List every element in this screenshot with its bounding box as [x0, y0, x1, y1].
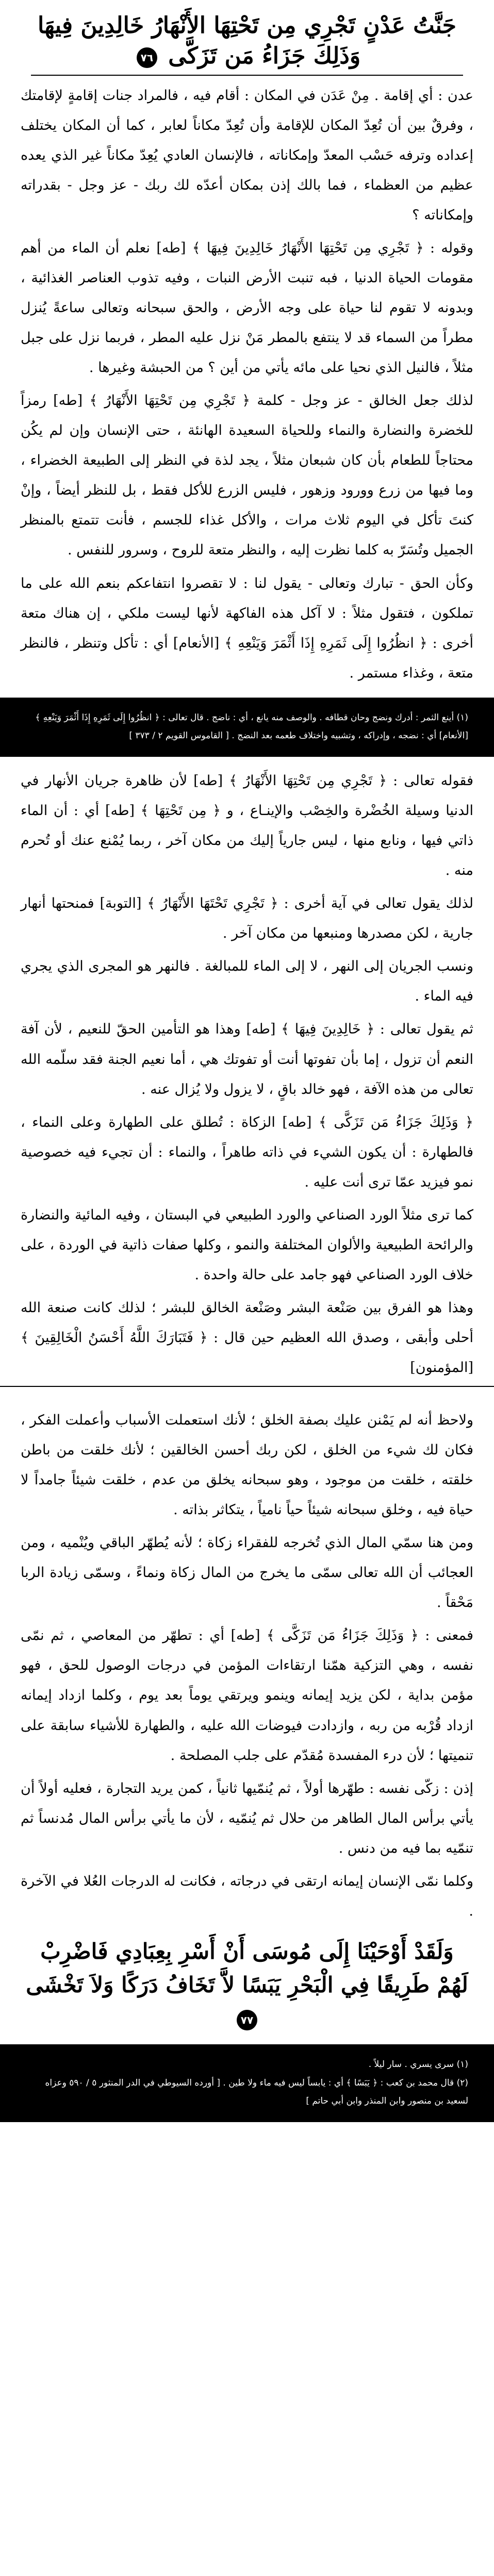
footnotes-block [0, 698, 494, 757]
paragraph-11: وهذا هو الفرق بين صَنْعة البشر وصَنْعة الخالق للبشر ؛ لذلك كانت صنعة الله أحلى وأبقى ، وصدق الله العظيم حين قال : ﴿ فَتَبَارَكَ اللَّهُ أَحْسَنُ الْخَالِقِينَ ﴾ [المؤمنون] [21, 1299, 473, 1376]
paragraph-1: عدن : أي إقامة . مِنْ عَدَن في المكان : أقام فيه ، فالمراد جنات إقامةٍ لإقامتك ، وفرقٌ بين أن تُعِدّ المكان للإقامة وأن تُعِدّ مكاناً لعابر ، كما أن المكان يختلف إعداده وترفه حَسْب المعدّ وإمكاناته ، فالإنسان العادي يُعِدّ مكاناً غير الذي يعده عظيم من العظماء ، فما بالك إذن بمكان أعدّه لك ربك - عز وجل - بقدراته وإمكاناته ؟ [21, 87, 473, 223]
paragraph-4: وكأن الحق - تبارك وتعالى - يقول لنا : لا تقصروا انتفاعكم بنعم الله على ما تملكون ، فتقول مثلاً : لا آكل هذه الفاكهة لأنها ليست ملكي ، إن هناك متعة أخرى : ﴿ انظُرُوا إِلَى ثَمَرِهِ إِذَا أَثْمَرَ وَيَنْعِهِ ﴾ [الأنعام] أي : تأكل وتنظر ، فالنظر متعة ، وغذاء مستمر . [21, 575, 473, 681]
footnotes-block-2 [0, 2044, 494, 2122]
banner-verse-text: جَنَّتُ عَدْنٍ تَجْرِي مِن تَحْتِهَا الأَنْهَارُ خَالِدِينَ فِيهَا وَذَلِكَ جَزَاءُ مَن تَزَكَّى [38, 12, 456, 70]
paragraph-16: وكلما نمّى الإنسان إيمانه ارتقى في درجاته ، فكانت له الدرجات العُلا في الآخرة . [21, 1873, 473, 1919]
paragraph-6: لذلك يقول تعالى في آية أخرى : ﴿ تَجْرِي تَحْتَهَا الأَنْهَارُ ﴾ [التوبة] فمنحتها أنهار جارية ، لكن مصدرها ومنبعها من مكان آخر . [21, 895, 473, 942]
paragraph-7: ونسب الجريان إلى النهر ، لا إلى الماء للمبالغة . فالنهر هو المجرى الذي يجري فيه الماء . [21, 958, 473, 1005]
page-divider [0, 1386, 494, 1402]
footnote-2: (٢) قال محمد بن كعب : ﴿ يَبَسًا ﴾ أي : يابساً ليس فيه ماء ولا طين . [ أورده السيوطي في الدر المنثور ٥ / ٥٩٠ وعزاه لسعيد بن منصور وابن المنذر وابن أبي حاتم ] [45, 2077, 468, 2107]
paragraph-12: ولاحظ أنه لم يَمْنن عليك بصفة الخلق ؛ لأنك استعملت الأسباب وأعملت الفكر ، فكان لك شيء من الخلق ، لكن ربك أحسن الخالقين ؛ لأنك خلقت من باطن خلقته ، خلقت من موجود ، وهو سبحانه يخلق من عدم ، خلقت شيئاً جامداً لا حياة فيه ، وخلق سبحانه شيئاً حياً نامياً ، يتكاثر بذاته . [21, 1412, 473, 1518]
paragraph-3: لذلك جعل الخالق - عز وجل - كلمة ﴿ تَجْرِي مِن تَحْتِهَا الأَنْهَارُ ﴾ [طه] رمزاً للخضرة والنضارة والنماء وللحياة السعيدة الهانئة ، حتى الإنسان وإن لم يكُن محتاجاً للطعام بأن كان شبعان مثلاً ، يجد لذة في النظر إلى الطبيعة الخضراء ، وما فيها من زرع وورود وزهور ، فليس الزرع للأكل فقط ، بل للنظر أيضاً ، وإنْ كنتَ تأكل في اليوم ثلاث مرات ، والأكل غذاء للجسم ، فأنت تتمتع بالمنظر الجميل وتُسَرّ به كلما نظرت إليه ، والنظر متعة للروح ، وسرور للنفس . [21, 393, 473, 558]
paragraph-13: ومن هنا سمّي المال الذي تُخرجه للفقراء زكاة ؛ لأنه يُطهّر الباقي ويُنْميه ، ومن العجائب أن الله تعالى سمّى ما يخرج من المال زكاة ونماءً ، وسمّى زيادة الربا مَحْقاً . [21, 1535, 473, 1611]
ayah-number-badge: ٧٧ [237, 2010, 257, 2030]
document-page [0, 7, 494, 2122]
paragraph-10: كما ترى مثلاً الورد الصناعي والورد الطبيعي في البستان ، وفيه المائية والنضارة والرائحة الطبيعية والألوان المختلفة والنمو ، وكلها صفات ذاتية في الوردة ، على خلاف الورد الصناعي فهو جامد على حالة واحدة . [21, 1207, 473, 1283]
closing-verse [26, 1935, 468, 2035]
footnote: (١) أينع الثمر : أدرك ونضج وحان قطافه . والوصف منه يانع ، أي : ناضج . قال تعالى : ﴿ انظُرُوا إِلَى ثَمَرِهِ إِذَا أَثْمَرَ وَيَنْعِهِ ﴾ [الأنعام] أي : نضجه ، وإدراكه ، وتشبيه واختلاف طعمه بعد النضج . [ القاموس القويم ٢ / ٣٧٣ ] [35, 712, 468, 741]
paragraph-5: فقوله تعالى : ﴿ تَجْرِي مِن تَحْتِهَا الأَنْهَارُ ﴾ [طه] لأن ظاهرة جريان الأنهار في الدنيا وسيلة الخُضْرة والخِصْب والإينـاع ، و ﴿ مِن تَحْتِهَا ﴾ [طه] أي : أن الماء ذاتي فيها ، ونابع منها ، ليس جارياً إليك من مكان آخر ، ربما يُمْنع عنك أو تُحرم منه . [21, 773, 473, 879]
ayah-number-badge: ٧٦ [137, 47, 157, 68]
footnote-1: (١) سرى يسري . سار ليلاً . [368, 2059, 468, 2070]
paragraph-8: ثم يقول تعالى : ﴿ خَالِدِينَ فِيهَا ﴾ [طه] وهذا هو التأمين الحقّ للنعيم ، لأن آفة النعم أن تزول ، إما بأن تفوتها أنت أو تفوتك هي ، أما نعيم الجنة فقد سلّمه الله تعالى من هذه الآفة ، فهو خالد باقٍ ، لا يزول ولا يُزال عنه . [21, 1021, 473, 1097]
verse-banner [31, 7, 463, 76]
paragraph-15: إذن : زكّى نفسه : طهّرها أولاً ، ثم يُنمّيها ثانياً ، كمن يريد التجارة ، فعليه أولاً أن يأتي برأس المال الطاهر من حلال ثم يُنمّيه ، لأن ما يأتي برأس المال مُدنساً ثم تنمّيه بما فيه من دنس . [21, 1780, 473, 1856]
paragraph-9: ﴿ وَذَلِكَ جَزَاءُ مَن تَزَكَّى ﴾ [طه] الزكاة : تُطلق على الطهارة وعلى النماء ، فالطهارة : أن يكون الشيء في ذاته طاهراً ، والنماء : أن تجيء فيه خصوصية نمو فيزيد عمّا ترى أنت عليه . [21, 1114, 473, 1190]
closing-verse-text: وَلَقَدْ أَوْحَيْنَا إِلَى مُوسَى أَنْ أَسْرِ بِعِبَادِي فَاضْرِبْ لَهُمْ طَرِيقًا فِي الْبَحْرِ يَبَسًا لاَّ تَخَافُ دَرَكًا وَلاَ تَخْشَى [26, 1938, 468, 1997]
paragraph-14: فمعنى : ﴿ وَذَلِكَ جَزَاءُ مَن تَزَكَّى ﴾ [طه] أي : تطهّر من المعاصي ، ثم نمّى نفسه ، وهي التزكية همّنا ارتقاءات المؤمن في درجات الوصول للحق ، فهو مؤمن بداية ، لكن يزيد إيمانه وينمو ويرتقي يوماً بعد يوم ، وكلما ازداد إيمانه ازداد قُرْبه من ربه ، وازدادت فيوضات الله عليه ، والطهارة للأشياء سابقة على تنميتها ؛ لأن درء المفسدة مُقدّم على جلب المصلحة . [21, 1628, 473, 1764]
paragraph-2: وقوله : ﴿ تَجْرِي مِن تَحْتِهَا الأَنْهَارُ خَالِدِينَ فِيهَا ﴾ [طه] نعلم أن الماء من أهم مقومات الحياة الدنيا ، فبه تنبت الأرض النبات ، وفيه تذوب العناصر الغذائية ، وبدونه لا تقوم لنا حياة على وجه الأرض ، والحق سبحانه وتعالى ساعةً يُنزل مطراً من السماء قد لا ينتفع بالمطر مَنْ نزل عليه المطر ، فربما نزل على جبل مثلاً ، فالنيل الذي نحيا على مائه يأتي من أين ؟ من الحبشة وغيرها . [21, 240, 473, 376]
